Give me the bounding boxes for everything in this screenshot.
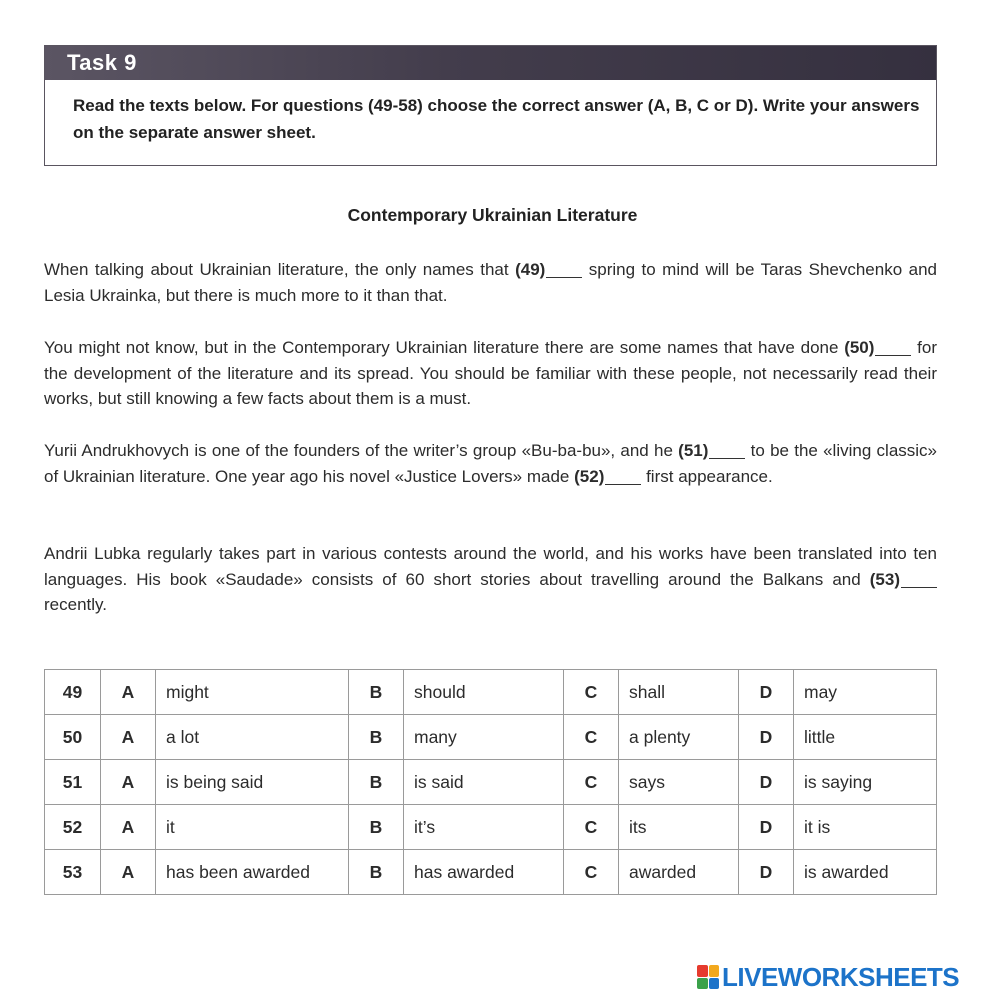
option-a-text[interactable]: has been awarded — [156, 850, 349, 895]
option-d-text[interactable]: may — [794, 670, 937, 715]
option-letter-d: D — [739, 760, 794, 805]
option-letter-a: A — [101, 850, 156, 895]
gap-49-label: (49) — [515, 260, 546, 279]
gap-50[interactable] — [875, 338, 911, 356]
question-number: 51 — [45, 760, 101, 805]
gap-53[interactable] — [901, 570, 937, 588]
question-number: 52 — [45, 805, 101, 850]
gap-51-label: (51) — [678, 441, 709, 460]
option-b-text[interactable]: has awarded — [404, 850, 564, 895]
liveworksheets-logo — [697, 963, 959, 991]
article-title: Contemporary Ukrainian Literature — [347, 205, 638, 225]
gap-52[interactable] — [605, 467, 641, 485]
option-c-text[interactable]: shall — [619, 670, 739, 715]
option-letter-a: A — [101, 760, 156, 805]
gap-49[interactable] — [546, 260, 582, 278]
question-number: 49 — [45, 670, 101, 715]
gap-50-label: (50) — [844, 338, 875, 357]
option-letter-d: D — [739, 850, 794, 895]
option-d-text[interactable]: is awarded — [794, 850, 937, 895]
option-a-text[interactable]: might — [156, 670, 349, 715]
option-letter-d: D — [739, 670, 794, 715]
option-b-text[interactable]: should — [404, 670, 564, 715]
logo-text: LIVEWORKSHEETS — [722, 961, 960, 992]
option-letter-a: A — [101, 715, 156, 760]
option-letter-b: B — [349, 715, 404, 760]
question-row-51 — [45, 760, 937, 805]
option-b-text[interactable]: many — [404, 715, 564, 760]
gap-51[interactable] — [709, 441, 745, 459]
option-d-text[interactable]: it is — [794, 805, 937, 850]
option-a-text[interactable]: is being said — [156, 760, 349, 805]
option-letter-c: C — [564, 715, 619, 760]
option-c-text[interactable]: a plenty — [619, 715, 739, 760]
question-number: 50 — [45, 715, 101, 760]
option-letter-b: B — [349, 850, 404, 895]
paragraph-1: When talking about Ukrainian literature, the only names that (49) spring to mind will be Taras Shevchenko and Lesia Ukrainka, but there is much more to it than that. — [44, 260, 937, 305]
option-letter-c: C — [564, 805, 619, 850]
paragraph-3: Yurii Andrukhovych is one of the founders of the writer’s group «Bu-ba-bu», and he (51) to be the «living classic» of Ukrainian literature. One year ago his novel «Justice Lovers» made (52) first appearance. — [44, 441, 938, 486]
option-letter-b: B — [349, 760, 404, 805]
option-c-text[interactable]: awarded — [619, 850, 739, 895]
paragraph-2: You might not know, but in the Contemporary Ukrainian literature there are some names that have done (50) for the development of the literature and its spread. You should be familiar with these people, not necessarily read their works, but still knowing a few facts about them is a must. — [44, 338, 938, 408]
question-row-49 — [45, 670, 937, 715]
paragraph-4: Andrii Lubka regularly takes part in various contests around the world, and his works have been translated into ten languages. His book «Saudade» consists of 60 short stories about travelling around the Balkans and (53) recently. — [44, 544, 937, 614]
gap-53-label: (53) — [869, 569, 900, 589]
option-c-text[interactable]: its — [619, 805, 739, 850]
option-b-text[interactable]: is said — [404, 760, 564, 805]
option-letter-c: C — [564, 670, 619, 715]
option-a-text[interactable]: a lot — [156, 715, 349, 760]
option-letter-b: B — [349, 670, 404, 715]
question-number: 53 — [45, 850, 101, 895]
option-letter-d: D — [739, 715, 794, 760]
option-d-text[interactable]: little — [794, 715, 937, 760]
option-letter-c: C — [564, 850, 619, 895]
question-row-52 — [45, 805, 937, 850]
logo-mark-icon — [697, 965, 719, 989]
option-letter-a: A — [101, 805, 156, 850]
option-c-text[interactable]: says — [619, 760, 739, 805]
task-title: Task 9 — [45, 46, 936, 80]
option-d-text[interactable]: is saying — [794, 760, 937, 805]
option-letter-a: A — [101, 670, 156, 715]
question-row-53 — [45, 850, 937, 895]
question-row-50 — [45, 715, 937, 760]
answer-options-table — [44, 669, 937, 895]
option-a-text[interactable]: it — [156, 805, 349, 850]
gap-52-label: (52) — [574, 466, 605, 486]
option-letter-c: C — [564, 760, 619, 805]
option-b-text[interactable]: it’s — [404, 805, 564, 850]
option-letter-b: B — [349, 805, 404, 850]
task-box — [44, 45, 937, 166]
task-instructions: Read the texts below. For questions (49-58) choose the correct answer (A, B, C or D). Write your answers on the separate answer sheet. — [73, 96, 920, 142]
option-letter-d: D — [739, 805, 794, 850]
